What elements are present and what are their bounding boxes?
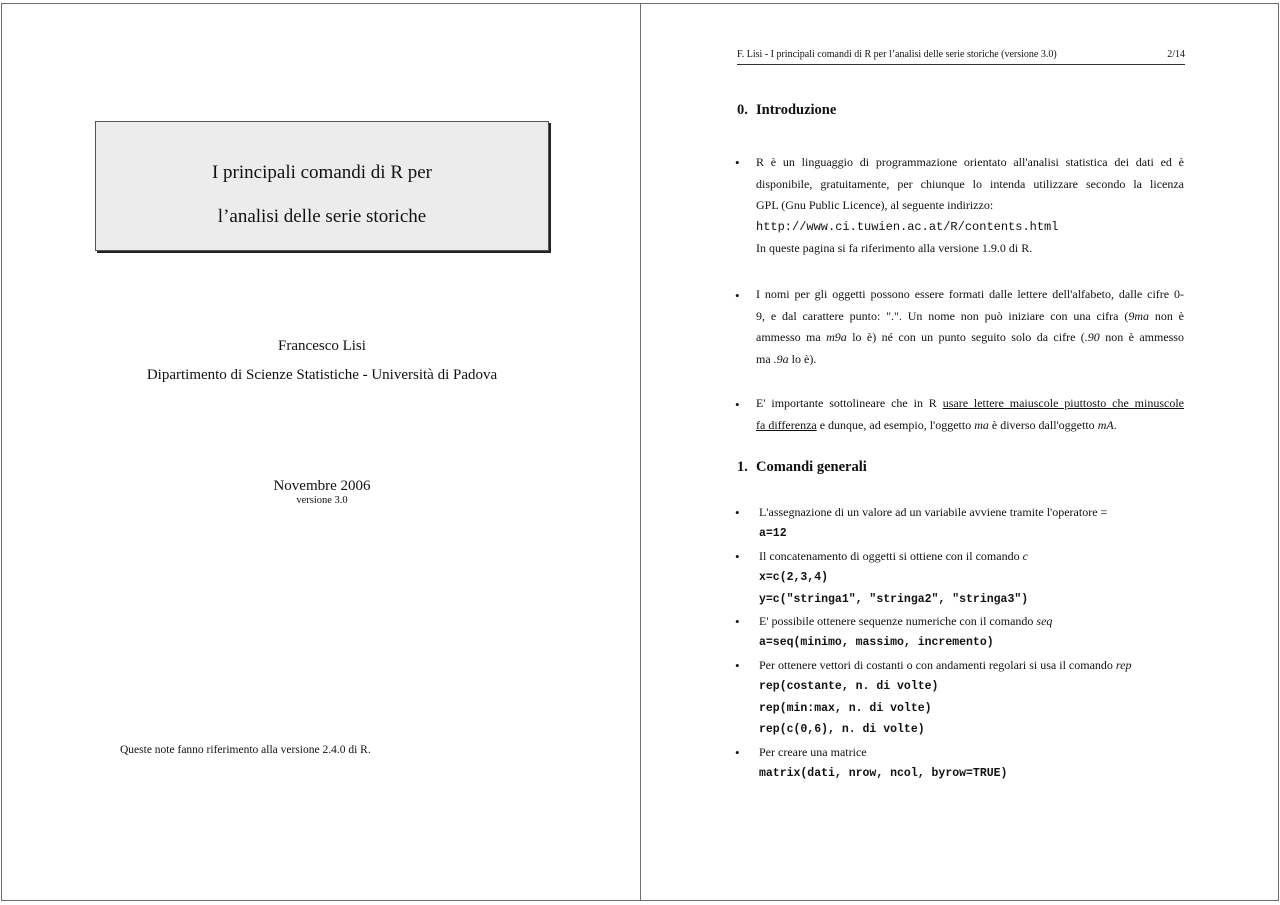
section-heading-introduzione bbox=[737, 102, 836, 119]
italic-term: m9a bbox=[826, 330, 847, 345]
italic-term: 9ma bbox=[1128, 308, 1150, 323]
bullet-icon: • bbox=[735, 397, 740, 412]
underlined-text: fa differenza bbox=[756, 417, 817, 432]
list-item-sequence bbox=[759, 611, 1052, 633]
command-name: rep bbox=[1115, 658, 1132, 672]
list-item-repetition bbox=[759, 655, 1131, 677]
text-run: 9, e dal carattere punto: ".". Un nome non può iniziare con una cifra ( bbox=[756, 308, 1129, 323]
intro-paragraph-3 bbox=[756, 393, 1184, 436]
code-line: a=12 bbox=[759, 527, 787, 540]
r-project-url-link[interactable]: http://www.ci.tuwien.ac.at/R/contents.html bbox=[756, 219, 1059, 234]
bullet-icon: • bbox=[735, 658, 740, 673]
title-box bbox=[95, 121, 549, 251]
intro-paragraph-2 bbox=[756, 284, 1184, 370]
header-title: F. Lisi - I principali comandi di R per l’analisi delle serie storiche (versione 3.0) bbox=[737, 49, 1057, 60]
section-number: 0. bbox=[737, 102, 748, 118]
text-run: E' possibile ottenere sequenze numeriche con il comando bbox=[759, 614, 1037, 628]
code-line: rep(costante, n. di volte) bbox=[759, 680, 939, 693]
section-number: 1. bbox=[737, 459, 748, 475]
intro-paragraph-1 bbox=[756, 152, 1184, 260]
list-item-concatenation bbox=[759, 546, 1028, 568]
document-title-line-1: I principali comandi di R per bbox=[211, 162, 433, 183]
bullet-icon: • bbox=[735, 155, 740, 170]
text-run: non è ammesso bbox=[1099, 330, 1184, 345]
code-line: rep(min:max, n. di volte) bbox=[759, 702, 932, 715]
text-line bbox=[756, 306, 1184, 328]
text-line: disponibile, gratuitamente, per chiunque lo intenda utilizzare secondo la licenza bbox=[756, 176, 1184, 191]
text-run: lo è). bbox=[788, 351, 817, 366]
text-run: e dunque, ad esempio, l'oggetto bbox=[816, 417, 975, 432]
text-run: . bbox=[1113, 417, 1117, 432]
text-run: Il concatenamento di oggetti si ottiene con il comando bbox=[759, 549, 1023, 563]
code-line: x=c(2,3,4) bbox=[759, 571, 829, 584]
title-page bbox=[1, 3, 641, 901]
code-line: a=seq(minimo, massimo, incremento) bbox=[759, 636, 994, 649]
list-item-assignment: L'assegnazione di un valore ad un variabile avviene tramite l'operatore = bbox=[759, 505, 1108, 519]
content-page bbox=[640, 3, 1279, 901]
text-line: In queste pagina si fa riferimento alla versione 1.9.0 di R. bbox=[756, 241, 1033, 256]
text-run: lo è) né con un punto seguito solo da cifre ( bbox=[846, 330, 1085, 345]
text-run: Per ottenere vettori di costanti o con andamenti regolari si usa il comando bbox=[759, 658, 1116, 672]
text-line bbox=[756, 393, 1184, 415]
author-name: Francesco Lisi bbox=[278, 338, 366, 354]
text-line bbox=[756, 327, 1184, 349]
bullet-icon: • bbox=[735, 288, 740, 303]
version-note: Queste note fanno riferimento alla versione 2.4.0 di R. bbox=[120, 744, 371, 756]
code-line: y=c("stringa1", "stringa2", "stringa3") bbox=[759, 593, 1029, 606]
text-run: ammesso ma bbox=[756, 330, 827, 345]
bullet-icon: • bbox=[735, 505, 740, 520]
text-run: non è bbox=[1149, 308, 1185, 323]
text-run: ma bbox=[756, 351, 774, 366]
underlined-text: usare lettere maiuscole piuttosto che minuscole bbox=[942, 396, 1184, 410]
list-item-matrix: Per creare una matrice bbox=[759, 745, 867, 759]
italic-term: mA bbox=[1097, 417, 1114, 432]
italic-term: .90 bbox=[1084, 330, 1100, 345]
italic-term: ma bbox=[974, 417, 989, 432]
bullet-icon: • bbox=[735, 614, 740, 629]
document-title-line-2: l’analisi delle serie storiche bbox=[217, 206, 427, 227]
publication-date: Novembre 2006 bbox=[273, 478, 371, 494]
code-line: matrix(dati, nrow, ncol, byrow=TRUE) bbox=[759, 767, 1008, 780]
command-name: c bbox=[1022, 549, 1028, 563]
running-header bbox=[737, 48, 1185, 65]
text-run: E' importante sottolineare che in R bbox=[756, 396, 943, 410]
command-name: seq bbox=[1036, 614, 1053, 628]
text-line: I nomi per gli oggetti possono essere formati dalle lettere dell'alfabeto, dalle cifre 0- bbox=[756, 287, 1184, 301]
text-line bbox=[756, 349, 1184, 371]
section-title: Comandi generali bbox=[756, 459, 867, 475]
section-title: Introduzione bbox=[756, 102, 837, 118]
author-affiliation: Dipartimento di Scienze Statistiche - Università di Padova bbox=[146, 367, 498, 383]
bullet-icon: • bbox=[735, 549, 740, 564]
text-run: è diverso dall'oggetto bbox=[988, 417, 1098, 432]
section-heading-comandi-generali bbox=[737, 459, 867, 476]
italic-term: .9a bbox=[773, 351, 789, 366]
document-version: versione 3.0 bbox=[296, 495, 348, 506]
text-line bbox=[756, 415, 1184, 437]
page-number: 2/14 bbox=[1167, 49, 1185, 60]
text-line: GPL (Gnu Public Licence), al seguente indirizzo: bbox=[756, 198, 994, 213]
code-line: rep(c(0,6), n. di volte) bbox=[759, 723, 925, 736]
bullet-icon: • bbox=[735, 745, 740, 760]
text-line: R è un linguaggio di programmazione orientato all'analisi statistica dei dati ed è bbox=[756, 155, 1184, 169]
